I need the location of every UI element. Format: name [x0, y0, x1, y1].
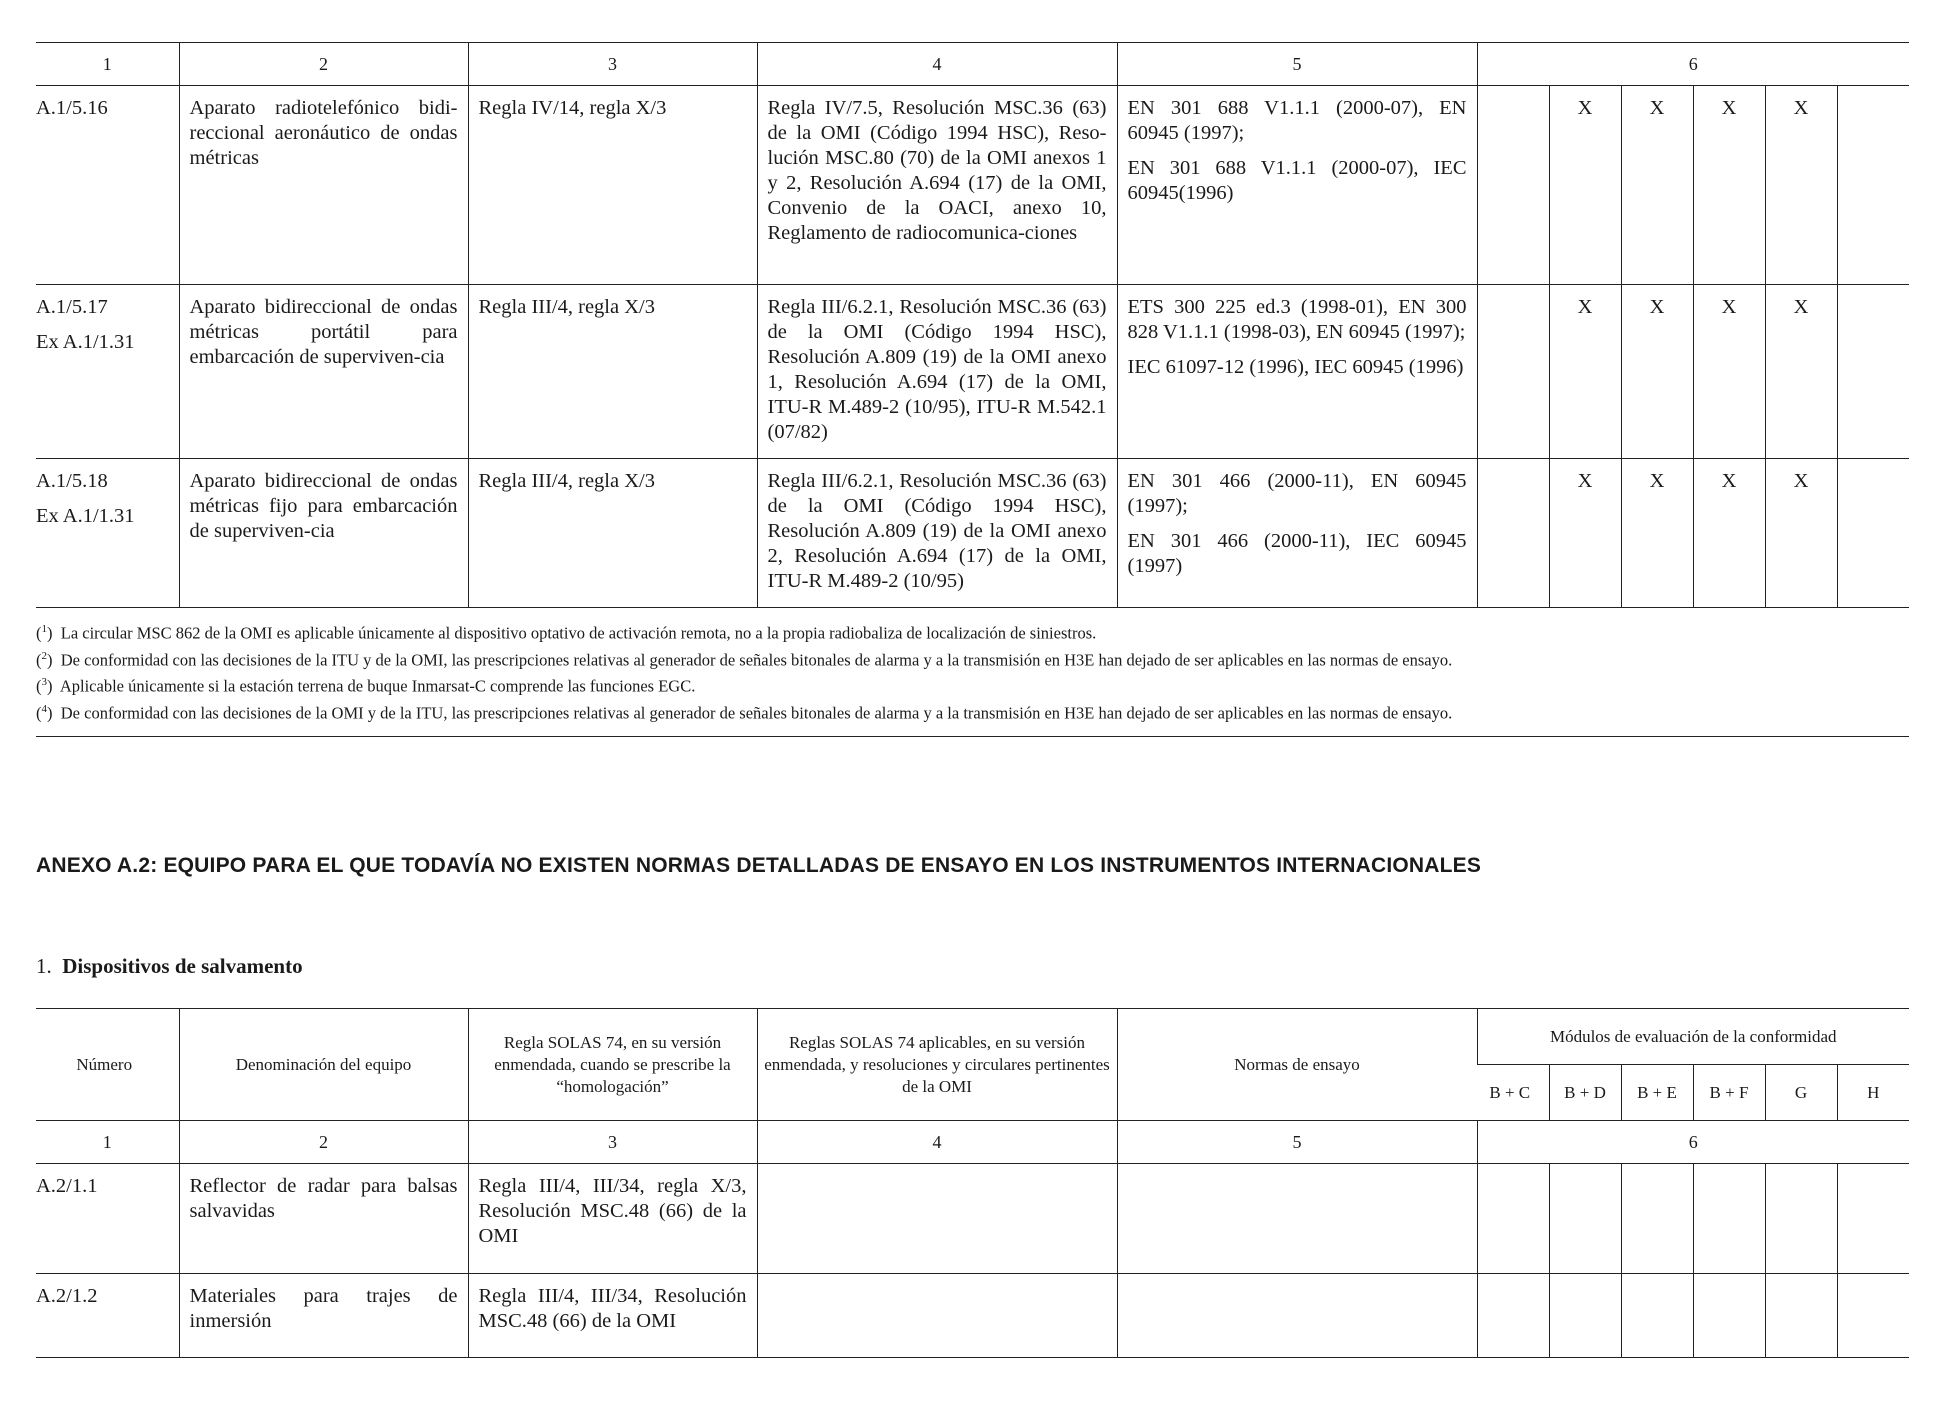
module-mark: X — [1765, 285, 1837, 459]
header-normas: Normas de ensayo — [1117, 1009, 1477, 1121]
module-mark — [1477, 1164, 1549, 1274]
module-mark — [1837, 1274, 1909, 1358]
table-row — [36, 1164, 1909, 1274]
col-number: 6 — [1477, 1121, 1909, 1164]
module-mark — [1549, 1164, 1621, 1274]
table-row — [36, 459, 1909, 608]
numero: A.1/5.18 — [36, 470, 108, 492]
document-page — [36, 42, 1909, 1332]
col-number: 2 — [179, 43, 468, 86]
footnote-text: De conformidad con las decisiones de la OMI y de la ITU, las prescripciones relativas al generador de señales bitonales de alarma y a la transmisión en H3E han dejado de ser aplicables en las normas de ensayo. — [60, 703, 1453, 722]
regla-cell: Regla III/4, regla X/3 — [468, 285, 757, 459]
footnote: ($^2$) De conformidad con las decisiones de la ITU y de la OMI, las prescripciones relativas al generador de señales bitonales de alarma y a la transmisión en H3E han dejado de ser aplicables en las normas de ensayo. — [36, 649, 1453, 669]
module-header: B + D — [1549, 1065, 1621, 1121]
module-mark: X — [1621, 86, 1693, 285]
numero-cell — [36, 459, 179, 608]
regla-cell: Regla IV/14, regla X/3 — [468, 86, 757, 285]
denominacion-cell: Reflector de radar para balsas salvavidas — [179, 1164, 468, 1274]
denominacion-cell: Aparato bidireccional de ondas métricas portátil para embarcación de superviven-cia — [179, 285, 468, 459]
col-number: 5 — [1117, 1121, 1477, 1164]
col-number: 4 — [757, 43, 1117, 86]
module-mark — [1621, 1274, 1693, 1358]
col-number: 2 — [179, 1121, 468, 1164]
footnote-number: 4 — [41, 702, 47, 715]
numero-ex: Ex A.1/1.31 — [36, 331, 135, 353]
normas-cell — [1117, 459, 1477, 608]
numero-cell — [36, 86, 179, 285]
module-mark — [1837, 285, 1909, 459]
reglas-aplicables-cell: Regla III/6.2.1, Resolución MSC.36 (63) de la OMI (Código 1994 HSC), Resolución A.809 (19) de la OMI anexo 1, Resolución A.694 (17) de la OMI, ITU-R M.489-2 (10/95), ITU-R M.542.1 (07/82) — [757, 285, 1117, 459]
footnotes — [36, 608, 1909, 737]
equipment-table-a1 — [36, 42, 1909, 608]
module-mark: X — [1765, 459, 1837, 608]
module-mark: X — [1549, 459, 1621, 608]
numero-cell — [36, 285, 179, 459]
module-mark — [1693, 1164, 1765, 1274]
header-modulos: Módulos de evaluación de la conformidad — [1477, 1009, 1909, 1065]
section-title: Dispositivos de salvamento — [62, 954, 303, 978]
normas-text: EN 301 688 V1.1.1 (2000-07), IEC 60945(1996) — [1127, 157, 1467, 204]
module-mark: X — [1549, 285, 1621, 459]
module-mark: X — [1693, 86, 1765, 285]
module-mark: X — [1765, 86, 1837, 285]
module-mark: X — [1693, 285, 1765, 459]
module-mark — [1477, 285, 1549, 459]
normas-text: IEC 61097-12 (1996), IEC 60945 (1996) — [1127, 356, 1464, 378]
reglas-aplicables-cell — [757, 1274, 1117, 1358]
module-header: B + E — [1621, 1065, 1693, 1121]
module-header: B + C — [1477, 1065, 1549, 1121]
module-mark — [1765, 1164, 1837, 1274]
normas-cell — [1117, 1164, 1477, 1274]
module-mark: X — [1621, 285, 1693, 459]
table-row — [36, 86, 1909, 285]
header-denominacion: Denominación del equipo — [179, 1009, 468, 1121]
module-mark — [1765, 1274, 1837, 1358]
table-row — [36, 1274, 1909, 1358]
table-row — [36, 285, 1909, 459]
module-mark: X — [1621, 459, 1693, 608]
col-number: 1 — [36, 43, 179, 86]
footnote-number: 3 — [41, 676, 47, 688]
module-mark — [1837, 1164, 1909, 1274]
module-mark — [1477, 459, 1549, 608]
numero-cell: A.2/1.2 — [36, 1274, 179, 1358]
header-row — [36, 1009, 1909, 1065]
normas-text: EN 301 466 (2000-11), IEC 60945 (1997) — [1127, 530, 1467, 577]
footnote: ($^4$) De conformidad con las decisiones de la OMI y de la ITU, las prescripciones relativas al generador de señales bitonales de alarma y a la transmisión en H3E han dejado de ser aplicables en las normas de ensayo. — [36, 702, 1453, 722]
numero-cell: A.2/1.1 — [36, 1164, 179, 1274]
footnote-text: La circular MSC 862 de la OMI es aplicable únicamente al dispositivo optativo de activación remota, no a la propia radiobaliza de localización de siniestros. — [60, 623, 1097, 643]
footnote-text: De conformidad con las decisiones de la ITU y de la OMI, las prescripciones relativas al generador de señales bitonales de alarma y a la transmisión en H3E han dejado de ser aplicables en las normas de ensayo. — [60, 650, 1453, 669]
module-header: G — [1765, 1065, 1837, 1121]
normas-text: ETS 300 225 ed.3 (1998-01), EN 300 828 V1.1.1 (1998-03), EN 60945 (1997); — [1127, 296, 1467, 343]
module-header: B + F — [1693, 1065, 1765, 1121]
module-mark — [1549, 1274, 1621, 1358]
col-number: 1 — [36, 1121, 179, 1164]
module-mark — [1477, 86, 1549, 285]
footnote: ($^1$) La circular MSC 862 de la OMI es aplicable únicamente al dispositivo optativo de activación remota, no a la propia radiobaliza de localización de siniestros. — [36, 623, 1097, 643]
module-mark — [1837, 459, 1909, 608]
reglas-aplicables-cell: Regla III/6.2.1, Resolución MSC.36 (63) de la OMI (Código 1994 HSC), Resolución A.809 (19) de la OMI anexo 2, Resolución A.694 (17) de la OMI, ITU-R M.489-2 (10/95) — [757, 459, 1117, 608]
section-heading — [36, 954, 303, 979]
numero: A.1/5.16 — [36, 97, 108, 119]
col-number: 5 — [1117, 43, 1477, 86]
module-mark: X — [1693, 459, 1765, 608]
reglas-aplicables-cell — [757, 1164, 1117, 1274]
column-number-row — [36, 1121, 1909, 1164]
section-number: 1. — [36, 954, 52, 978]
reglas-aplicables-cell: Regla IV/7.5, Resolución MSC.36 (63) de la OMI (Código 1994 HSC), Reso-lución MSC.80 (70) de la OMI anexos 1 y 2, Resolución A.694 (17) de la OMI, Convenio de la OACI, anexo 10, Reglamento de radiocomunica-ciones — [757, 86, 1117, 285]
footnote-number: 1 — [41, 623, 47, 635]
module-mark — [1621, 1164, 1693, 1274]
module-mark — [1837, 86, 1909, 285]
col-number: 3 — [468, 1121, 757, 1164]
equipment-table-a2 — [36, 1008, 1909, 1358]
column-number-row — [36, 43, 1909, 86]
regla-cell: Regla III/4, III/34, Resolución MSC.48 (66) de la OMI — [468, 1274, 757, 1358]
col-number: 3 — [468, 43, 757, 86]
numero: A.1/5.17 — [36, 296, 108, 318]
denominacion-cell: Aparato bidireccional de ondas métricas fijo para embarcación de superviven-cia — [179, 459, 468, 608]
header-numero: Número — [36, 1009, 179, 1121]
module-header: H — [1837, 1065, 1909, 1121]
module-mark — [1477, 1274, 1549, 1358]
footnote-text: Aplicable únicamente si la estación terrena de buque Inmarsat-C comprende las funciones EGC. — [59, 676, 696, 696]
normas-cell — [1117, 86, 1477, 285]
denominacion-cell: Materiales para trajes de inmersión — [179, 1274, 468, 1358]
module-mark — [1693, 1274, 1765, 1358]
normas-cell — [1117, 285, 1477, 459]
col-number: 6 — [1477, 43, 1909, 86]
module-mark: X — [1549, 86, 1621, 285]
denominacion-cell: Aparato radiotelefónico bidi-reccional aeronáutico de ondas métricas — [179, 86, 468, 285]
normas-cell — [1117, 1274, 1477, 1358]
header-regla: Regla SOLAS 74, en su versión enmendada, cuando se prescribe la “homologación” — [468, 1009, 757, 1121]
regla-cell: Regla III/4, III/34, regla X/3, Resolución MSC.48 (66) de la OMI — [468, 1164, 757, 1274]
regla-cell: Regla III/4, regla X/3 — [468, 459, 757, 608]
footnote: ($^3$) Aplicable únicamente si la estación terrena de buque Inmarsat-C comprende las funciones EGC. — [36, 676, 696, 696]
numero-ex: Ex A.1/1.31 — [36, 505, 135, 527]
header-reglas: Reglas SOLAS 74 aplicables, en su versión enmendada, y resoluciones y circulares pertinentes de la OMI — [757, 1009, 1117, 1121]
footnote-number: 2 — [41, 649, 47, 662]
normas-text: EN 301 466 (2000-11), EN 60945 (1997); — [1127, 470, 1467, 517]
col-number: 4 — [757, 1121, 1117, 1164]
annex-title: ANEXO A.2: EQUIPO PARA EL QUE TODAVÍA NO EXISTEN NORMAS DETALLADAS DE ENSAYO EN LOS INSTRUMENTOS INTERNACIONALES — [36, 854, 1482, 877]
normas-text: EN 301 688 V1.1.1 (2000-07), EN 60945 (1997); — [1127, 97, 1467, 144]
